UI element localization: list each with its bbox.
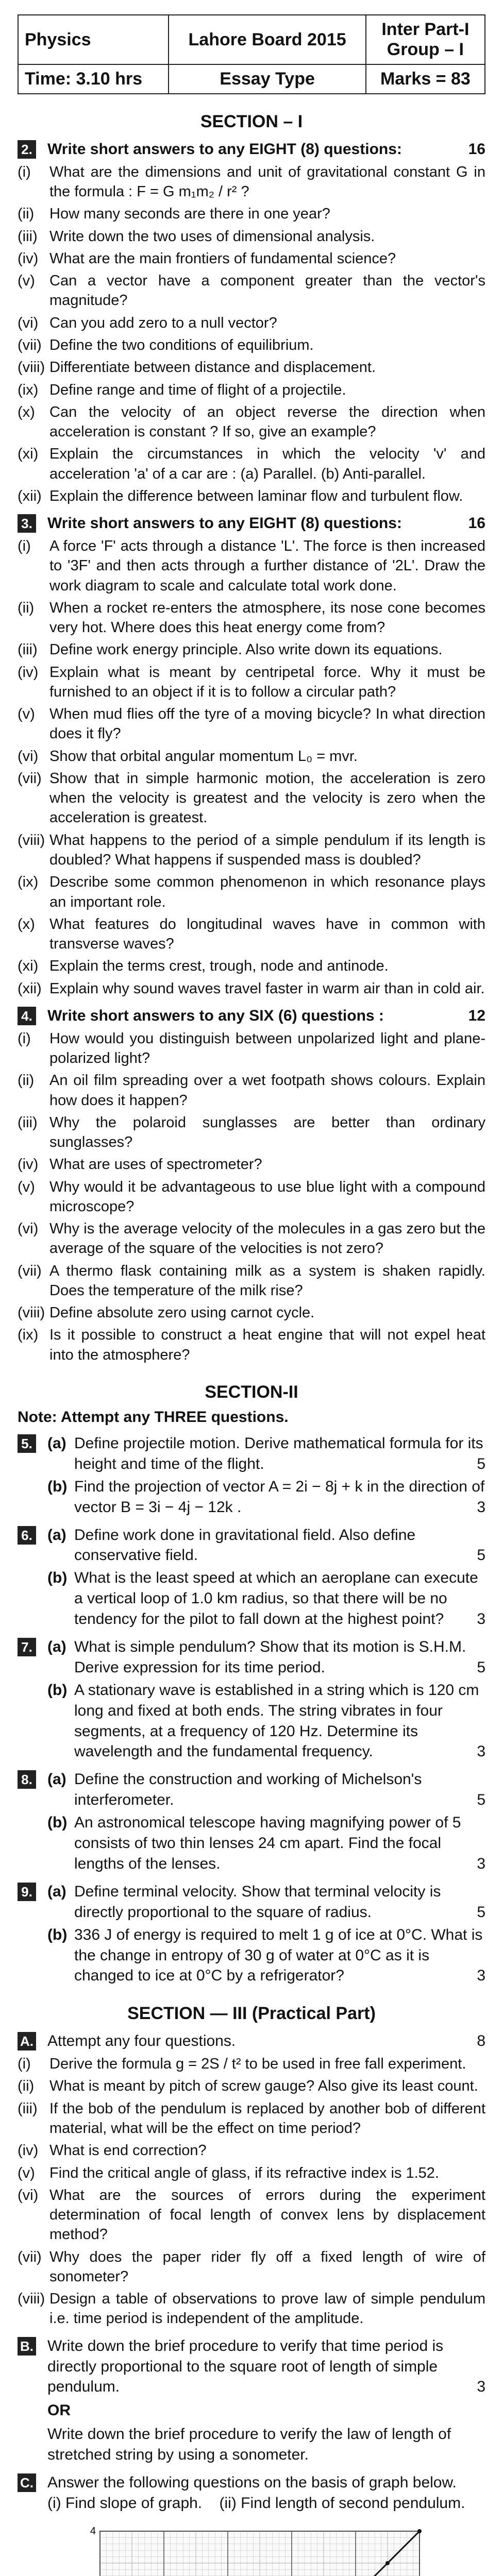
item-text: A thermo flask containing milk as a system is shaken rapidly. Does the temperature of the milk rise? xyxy=(49,1262,485,1299)
subject: Physics xyxy=(18,15,169,64)
item-number: (iii) xyxy=(18,641,38,658)
question-c-intro: Answer the following questions on the basis of graph below. xyxy=(47,2473,457,2491)
question-3 xyxy=(18,513,485,534)
item-number: (iii) xyxy=(18,2100,38,2117)
question-item xyxy=(18,1071,485,1110)
class-line-2: Group – I xyxy=(387,40,464,59)
part-label: (a) xyxy=(47,1526,66,1544)
question-item xyxy=(18,162,485,202)
item-text: Explain the circumstances in which the velocity 'v' and acceleration 'a' of a car are : (a) Parallel. (b) Anti-parallel. xyxy=(49,446,485,482)
item-number: (xii) xyxy=(18,980,42,997)
question-part-b xyxy=(47,1925,485,1987)
item-text: What are the main frontiers of fundamental science? xyxy=(49,250,396,267)
item-number: (ix) xyxy=(18,1327,39,1344)
part-marks: 5 xyxy=(477,1455,485,1472)
item-text: What are the dimensions and unit of gravitational constant G in the formula : F = G m₁m₂ / r² ? xyxy=(49,163,485,200)
question-item xyxy=(18,979,485,998)
y-tick-label: 4 xyxy=(90,2525,96,2537)
part-label: (b) xyxy=(47,1478,68,1495)
question-item xyxy=(18,1155,485,1174)
part-text: An astronomical telescope having magnifying power of 5 consists of two thin lenses 24 cm apart. Find the focal lengths of the lenses. xyxy=(74,1814,461,1872)
question-number: 5. xyxy=(18,1434,36,1453)
item-number: (i) xyxy=(18,163,31,180)
question-part-a xyxy=(47,1637,485,1678)
item-text: Why would it be advantageous to use blue light with a compound microscope? xyxy=(49,1178,485,1215)
item-text: How would you distinguish between unpolarized light and plane-polarized light? xyxy=(49,1030,485,1067)
question-marks: 8 xyxy=(477,2032,485,2050)
item-text: Why the polaroid sunglasses are better than ordinary sunglasses? xyxy=(49,1114,485,1151)
board: Lahore Board 2015 xyxy=(169,15,365,64)
item-number: (x) xyxy=(18,403,35,420)
part-label: (b) xyxy=(47,1926,68,1943)
part-i: (i) Find slope of graph. xyxy=(47,2494,203,2512)
item-number: (iii) xyxy=(18,228,38,245)
item-text: Design a table of observations to prove law of simple pendulum i.e. time period is independent of the amplitude. xyxy=(49,2291,485,2327)
question-heading xyxy=(47,1006,485,1026)
item-number: (ix) xyxy=(18,874,39,891)
item-number: (v) xyxy=(18,706,35,723)
question-number: C. xyxy=(18,2473,36,2492)
part-label: (a) xyxy=(47,1883,66,1900)
part-text: Define projectile motion. Derive mathematical formula for its height and time of the flight. xyxy=(74,1435,483,1472)
item-text: What happens to the period of a simple pendulum if its length is doubled? What happens if suspended mass is doubled? xyxy=(49,832,485,869)
question-item xyxy=(18,335,485,355)
data-point xyxy=(417,2529,422,2533)
item-text: Can the velocity of an object reverse the direction when acceleration is constant ? If so, give an example? xyxy=(49,403,485,440)
item-text: Can a vector have a component greater than the vector's magnitude? xyxy=(49,273,485,309)
question-heading xyxy=(47,2031,485,2052)
question-number: 7. xyxy=(18,1638,36,1656)
part-marks: 3 xyxy=(477,1743,485,1760)
part-ii: (ii) Find length of second pendulum. xyxy=(219,2494,465,2512)
item-text: Derive the formula g = 2S / t² to be used in free fall experiment. xyxy=(49,2056,466,2073)
question-item xyxy=(18,380,485,400)
item-number: (iv) xyxy=(18,2142,39,2159)
part-label: (a) xyxy=(47,1771,66,1788)
item-number: (viii) xyxy=(18,359,45,376)
item-text: Describe some common phenomenon in which resonance plays an important role. xyxy=(49,874,485,910)
item-number: (viii) xyxy=(18,1304,45,1321)
question-marks: 16 xyxy=(468,515,485,532)
question-item xyxy=(18,1029,485,1069)
question-marks: 16 xyxy=(468,141,485,158)
question-instruction: Write short answers to any SIX (6) questions : xyxy=(47,1007,384,1024)
item-number: (vii) xyxy=(18,1262,42,1279)
item-number: (v) xyxy=(18,273,35,290)
item-number: (v) xyxy=(18,1178,35,1195)
question-q7 xyxy=(18,1637,485,1762)
item-number: (xi) xyxy=(18,446,39,463)
question-3-items xyxy=(18,536,485,998)
question-item xyxy=(18,2141,485,2160)
or-divider: OR xyxy=(47,2402,71,2419)
question-item xyxy=(18,1219,485,1259)
item-number: (vi) xyxy=(18,1221,39,1238)
item-text: What are uses of spectrometer? xyxy=(49,1156,262,1173)
question-marks: 12 xyxy=(468,1007,485,1024)
question-item xyxy=(18,1261,485,1301)
section-1-title: SECTION – I xyxy=(200,112,303,131)
item-text: Explain why sound waves travel faster in warm air than in cold air. xyxy=(49,980,485,997)
data-point xyxy=(385,2561,390,2565)
part-marks: 3 xyxy=(477,1611,485,1628)
part-label: (a) xyxy=(47,1435,66,1452)
item-text: Explain what is meant by centripetal force. Why it must be furnished to an object if it is to follow a circular path? xyxy=(49,664,485,700)
item-text: An oil film spreading over a wet footpath shows colours. Explain how does it happen? xyxy=(49,1072,485,1109)
item-text: Explain the difference between laminar flow and turbulent flow. xyxy=(49,487,463,504)
question-item xyxy=(18,747,485,766)
question-item xyxy=(18,204,485,224)
item-text: Define range and time of flight of a projectile. xyxy=(49,381,346,398)
item-text: Define the two conditions of equilibrium. xyxy=(49,337,314,354)
question-item xyxy=(18,486,485,506)
question-part-b xyxy=(47,1568,485,1630)
question-b-text-2: Write down the brief procedure to verify the law of length of stretched string by using a sonometer. xyxy=(47,2426,451,2464)
item-number: (x) xyxy=(18,916,35,933)
section-2-title: SECTION-II xyxy=(205,1382,298,1402)
question-part-b xyxy=(47,1680,485,1762)
item-text: How many seconds are there in one year? xyxy=(49,206,330,223)
part-marks: 5 xyxy=(477,1658,485,1676)
question-a xyxy=(18,2031,485,2052)
item-number: (viii) xyxy=(18,832,45,849)
class-line-1: Inter Part-I xyxy=(381,20,470,39)
question-item xyxy=(18,914,485,954)
question-number: 3. xyxy=(18,514,36,533)
item-number: (ii) xyxy=(18,2078,35,2095)
item-text: Define work energy principle. Also write down its equations. xyxy=(49,641,443,658)
item-number: (iv) xyxy=(18,250,39,267)
question-item xyxy=(18,2163,485,2183)
question-item xyxy=(18,227,485,246)
part-text: Define the construction and working of Michelson's interferometer. xyxy=(74,1771,422,1809)
item-text: Differentiate between distance and displacement. xyxy=(49,359,376,376)
part-text: What is simple pendulum? Show that its motion is S.H.M. Derive expression for its time period. xyxy=(74,1638,466,1676)
question-item xyxy=(18,956,485,976)
item-text: Is it possible to construct a heat engine that will not expel heat into the atmosphere? xyxy=(49,1327,485,1363)
question-part-a xyxy=(47,1769,485,1810)
question-item xyxy=(18,598,485,638)
question-instruction: Attempt any four questions. xyxy=(47,2032,236,2050)
part-marks: 5 xyxy=(477,1903,485,1921)
question-item xyxy=(18,358,485,377)
part-label: (a) xyxy=(47,1638,66,1656)
question-q6 xyxy=(18,1525,485,1630)
question-item xyxy=(18,872,485,912)
item-number: (i) xyxy=(18,2056,31,2073)
question-item xyxy=(18,1303,485,1323)
question-item xyxy=(18,271,485,311)
item-text: A force 'F' acts through a distance 'L'. The force is then increased to '3F' and then acts through a further distance of '2L'. Draw the work diagram to scale and calculate total work done. xyxy=(49,538,485,594)
question-2 xyxy=(18,139,485,160)
question-item xyxy=(18,313,485,333)
item-number: (vii) xyxy=(18,770,42,787)
question-part-a xyxy=(47,1525,485,1566)
question-number: 8. xyxy=(18,1770,36,1789)
question-q9 xyxy=(18,1882,485,1986)
part-text: 336 J of energy is required to melt 1 g of ice at 0°C. What is the change in entropy of 30 g of water at 0°C as it is changed to ice at 0°C by a refrigerator? xyxy=(74,1926,483,1985)
question-number: B. xyxy=(18,2337,36,2355)
question-item xyxy=(18,1113,485,1153)
item-number: (iii) xyxy=(18,1114,38,1131)
item-number: (ii) xyxy=(18,1072,35,1089)
part-label: (b) xyxy=(47,1681,68,1699)
paper-header xyxy=(18,14,485,94)
question-item xyxy=(18,2099,485,2139)
part-label: (b) xyxy=(47,1814,68,1832)
question-item xyxy=(18,769,485,828)
question-number: 9. xyxy=(18,1883,36,1901)
total-marks: Marks = 83 xyxy=(366,64,485,94)
item-number: (ix) xyxy=(18,381,39,398)
item-number: (viii) xyxy=(18,2291,45,2308)
question-item xyxy=(18,1325,485,1365)
part-text: Define terminal velocity. Show that terminal velocity is directly proportional to the square of radius. xyxy=(74,1883,441,1921)
question-q5 xyxy=(18,1433,485,1518)
question-item xyxy=(18,2247,485,2287)
item-number: (vii) xyxy=(18,337,42,354)
time-allowed: Time: 3.10 hrs xyxy=(18,64,169,94)
question-instruction: Write short answers to any EIGHT (8) questions: xyxy=(47,515,402,532)
item-text: Explain the terms crest, trough, node and antinode. xyxy=(49,958,389,975)
question-4-items xyxy=(18,1029,485,1365)
question-number: 4. xyxy=(18,1007,36,1025)
question-part-a xyxy=(47,1433,485,1475)
section-2-note: Note: Attempt any THREE questions. xyxy=(18,1409,289,1426)
pendulum-graph xyxy=(64,2521,485,2576)
item-text: Why is the average velocity of the molecules in a gas zero but the average of the square of the velocities is not zero? xyxy=(49,1221,485,1257)
question-heading xyxy=(47,139,485,160)
question-item xyxy=(18,536,485,596)
question-c-parts xyxy=(47,2493,485,2514)
question-number: A. xyxy=(18,2032,36,2050)
paper-type: Essay Type xyxy=(169,64,365,94)
item-text: Show that orbital angular momentum L₀ = mvr. xyxy=(49,748,358,765)
question-part-a xyxy=(47,1882,485,1923)
question-item xyxy=(18,2185,485,2245)
item-text: If the bob of the pendulum is replaced by another bob of different material, what will be the effect on time period? xyxy=(49,2100,485,2137)
part-text: What is the least speed at which an aeroplane can execute a vertical loop of 1.0 km radius, so that there will be no tendency for the pilot to fall down at the highest point? xyxy=(74,1569,478,1628)
item-text: Write down the two uses of dimensional analysis. xyxy=(49,228,375,245)
question-item xyxy=(18,249,485,268)
question-item xyxy=(18,2054,485,2074)
question-item xyxy=(18,1177,485,1217)
question-instruction: Write short answers to any EIGHT (8) questions: xyxy=(47,141,402,158)
item-number: (xii) xyxy=(18,487,42,504)
part-marks: 5 xyxy=(477,1791,485,1809)
pendulum-graph-svg xyxy=(64,2521,435,2576)
question-item xyxy=(18,831,485,870)
part-text: Define work done in gravitational field. Also define conservative field. xyxy=(74,1526,416,1564)
item-text: What are the sources of errors during the experiment determination of focal length of convex lens by displacement method? xyxy=(49,2187,485,2243)
question-2-items xyxy=(18,162,485,506)
item-text: Show that in simple harmonic motion, the acceleration is zero when the velocity is greatest and the velocity is zero when the acceleration is greatest. xyxy=(49,770,485,826)
item-number: (ii) xyxy=(18,206,35,223)
item-number: (iv) xyxy=(18,664,39,681)
question-number: 2. xyxy=(18,140,36,159)
question-a-items xyxy=(18,2054,485,2328)
question-c xyxy=(18,2472,485,2514)
part-text: A stationary wave is established in a string which is 120 cm long and fixed at both ends. The string vibrates in four segments, at a frequency of 120 Hz. Determine its wavelength and the fundamental frequency. xyxy=(74,1681,479,1760)
question-item xyxy=(18,704,485,744)
item-number: (vi) xyxy=(18,748,39,765)
item-text: When a rocket re-enters the atmosphere, its nose cone becomes very hot. Where does this heat energy come from? xyxy=(49,599,485,636)
part-marks: 3 xyxy=(477,1855,485,1872)
part-marks: 5 xyxy=(477,1547,485,1564)
item-text: Define absolute zero using carnot cycle. xyxy=(49,1304,315,1321)
question-item xyxy=(18,444,485,484)
question-q8 xyxy=(18,1769,485,1874)
question-item xyxy=(18,2289,485,2329)
class-info xyxy=(366,15,485,64)
section-2-questions xyxy=(18,1433,485,1986)
question-item xyxy=(18,402,485,442)
item-number: (ii) xyxy=(18,599,35,616)
item-text: Find the critical angle of glass, if its refractive index is 1.52. xyxy=(49,2164,439,2181)
question-item xyxy=(18,2076,485,2096)
item-number: (vi) xyxy=(18,2187,39,2204)
question-number: 6. xyxy=(18,1526,36,1545)
question-item xyxy=(18,663,485,702)
part-marks: 3 xyxy=(477,1498,485,1516)
item-text: What is meant by pitch of screw gauge? Also give its least count. xyxy=(49,2078,478,2095)
question-part-b xyxy=(47,1477,485,1518)
item-number: (vii) xyxy=(18,2248,42,2265)
question-b-text-1 xyxy=(47,2336,485,2398)
item-text: Can you add zero to a null vector? xyxy=(49,314,277,331)
question-4 xyxy=(18,1006,485,1026)
item-number: (vi) xyxy=(18,314,39,331)
item-text: When mud flies off the tyre of a moving bicycle? In what direction does it fly? xyxy=(49,706,485,742)
item-text: What is end correction? xyxy=(49,2142,207,2159)
question-part-b xyxy=(47,1812,485,1874)
procedure-text: Write down the brief procedure to verify that time period is directly proportional to the square root of length of simple pendulum. xyxy=(47,2337,444,2396)
item-number: (v) xyxy=(18,2164,35,2181)
question-b xyxy=(18,2336,485,2465)
item-text: What features do longitudinal waves have in common with transverse waves? xyxy=(49,916,485,953)
item-number: (i) xyxy=(18,538,31,555)
part-marks: 3 xyxy=(477,1967,485,1985)
item-number: (iv) xyxy=(18,1156,39,1173)
item-number: (xi) xyxy=(18,958,39,975)
question-marks: 3 xyxy=(477,2378,485,2396)
part-text: Find the projection of vector A = 2i − 8j + k in the direction of vector B = 3i − 4j − 12k . xyxy=(74,1478,485,1516)
question-heading xyxy=(47,513,485,534)
item-number: (i) xyxy=(18,1030,31,1047)
question-item xyxy=(18,640,485,659)
part-label: (b) xyxy=(47,1569,68,1587)
section-3-title: SECTION — III (Practical Part) xyxy=(127,2004,376,2024)
item-text: Why does the paper rider fly off a fixed length of wire of sonometer? xyxy=(49,2248,485,2285)
